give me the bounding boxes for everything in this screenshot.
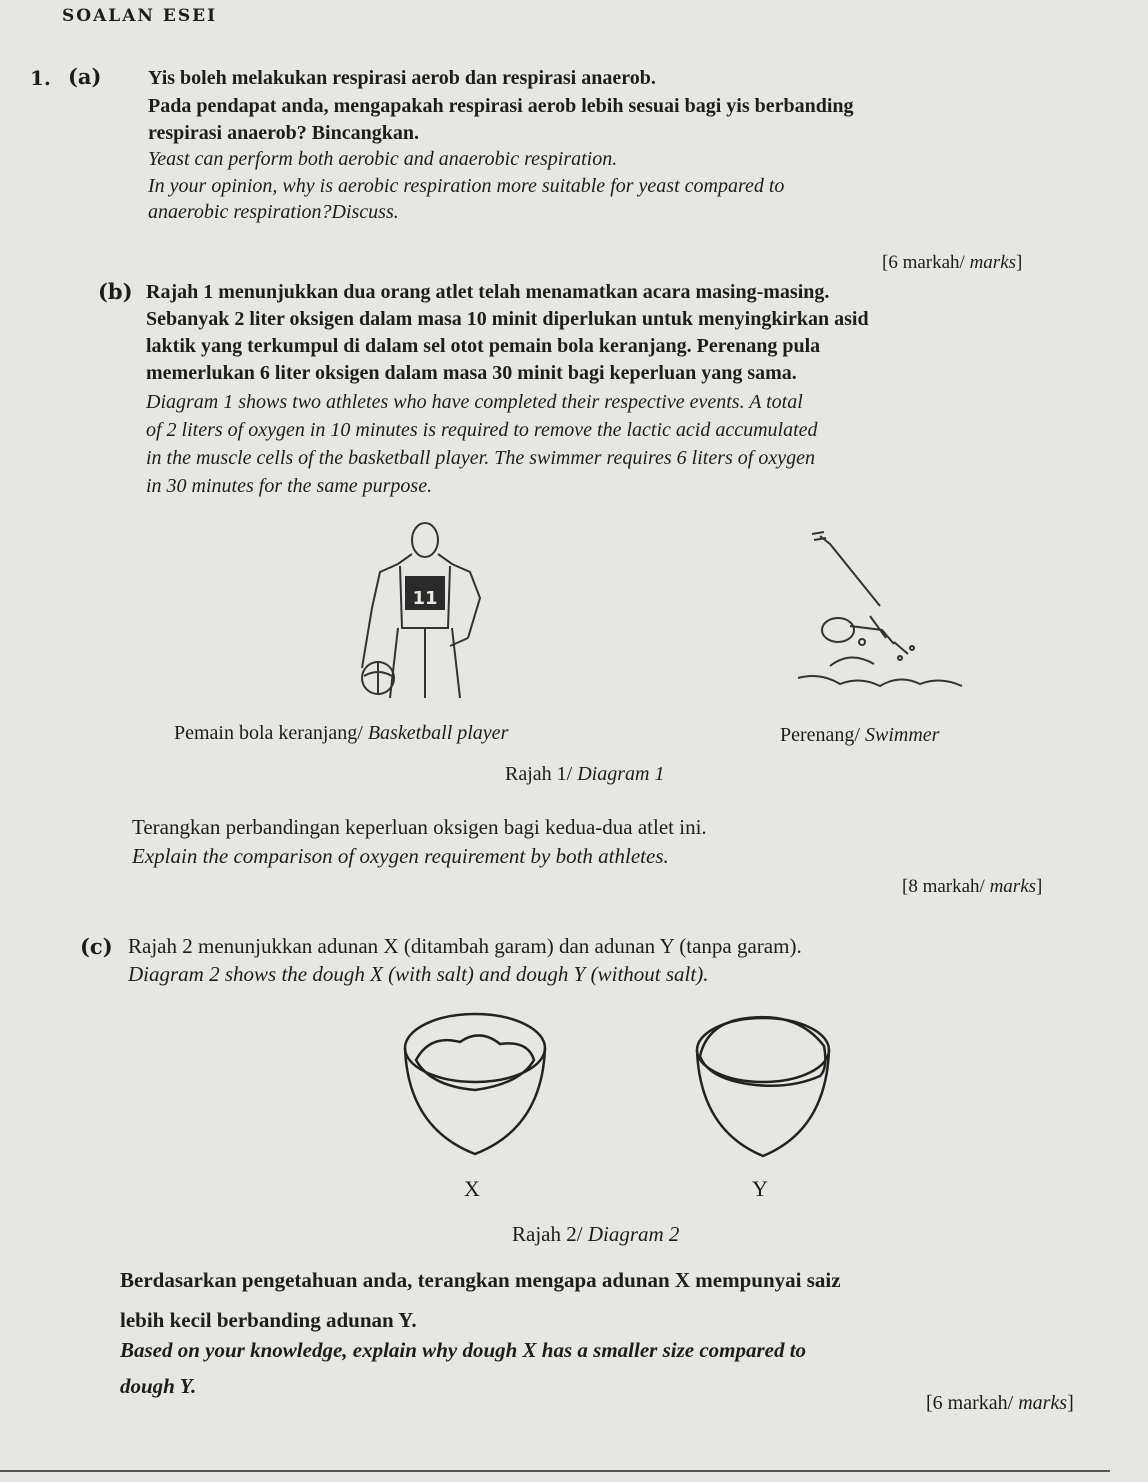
part-b-marks: [8 markah/ marks] [902, 876, 1043, 897]
section-header: SOALAN ESEI [62, 6, 218, 26]
part-b-question-ms: Terangkan perbandingan keperluan oksigen bagi kedua-dua atlet ini. [132, 815, 707, 839]
part-b-label: (b) [98, 279, 133, 304]
part-a-label: (a) [68, 64, 102, 89]
part-a-ms-line3: respirasi anaerob? Bincangkan. [148, 122, 419, 144]
caption-basketball-player: Pemain bola keranjang/ Basketball player [174, 722, 509, 744]
part-b-ms-line1: Rajah 1 menunjukkan dua orang atlet telah menamatkan acara masing-masing. [146, 281, 830, 303]
part-b-ms-line4: memerlukan 6 liter oksigen dalam masa 30 minit bagi keperluan yang sama. [146, 362, 797, 384]
part-b-en-line3: in the muscle cells of the basketball player. The swimmer requires 6 liters of oxygen [146, 447, 815, 469]
part-a-en-line1: Yeast can perform both aerobic and anaerobic respiration. [148, 148, 618, 170]
part-b-en-line4: in 30 minutes for the same purpose. [146, 475, 433, 497]
caption-swimmer: Perenang/ Swimmer [780, 724, 940, 746]
part-a-en-line2: In your opinion, why is aerobic respiration more suitable for yeast compared to [148, 175, 785, 197]
basketball-player-illustration [350, 518, 500, 704]
jersey-number: 11 [412, 588, 438, 609]
part-a-marks: [6 markah/ marks] [882, 252, 1023, 273]
bowl-y-illustration [688, 1010, 838, 1160]
part-c-ms-line3: lebih kecil berbanding adunan Y. [120, 1308, 417, 1332]
label-x: X [464, 1176, 480, 1201]
bowl-x-illustration [400, 1008, 550, 1158]
diagram-1-title: Rajah 1/ Diagram 1 [505, 763, 665, 785]
part-c-ms-line1: Rajah 2 menunjukkan adunan X (ditambah garam) dan adunan Y (tanpa garam). [128, 934, 802, 958]
part-b-en-line2: of 2 liters of oxygen in 10 minutes is required to remove the lactic acid accumulated [146, 419, 818, 441]
part-a-en-line3: anaerobic respiration?Discuss. [148, 201, 399, 223]
part-c-en-line3: dough Y. [120, 1374, 197, 1398]
part-b-ms-line2: Sebanyak 2 liter oksigen dalam masa 10 minit diperlukan untuk menyingkirkan asid [146, 308, 869, 330]
bottom-divider [0, 1470, 1110, 1472]
part-c-en-line1: Diagram 2 shows the dough X (with salt) and dough Y (without salt). [128, 962, 709, 986]
part-b-en-line1: Diagram 1 shows two athletes who have completed their respective events. A total [146, 391, 803, 413]
part-a-ms-line1: Yis boleh melakukan respirasi aerob dan respirasi anaerob. [148, 67, 656, 89]
part-b-ms-line3: laktik yang terkumpul di dalam sel otot pemain bola keranjang. Perenang pula [146, 335, 821, 357]
part-c-en-line2: Based on your knowledge, explain why dough X has a smaller size compared to [120, 1338, 807, 1362]
diagram-2-title: Rajah 2/ Diagram 2 [512, 1222, 680, 1246]
part-c-label: (c) [80, 934, 113, 959]
part-b-question-en: Explain the comparison of oxygen requirement by both athletes. [132, 844, 669, 868]
part-a-ms-line2: Pada pendapat anda, mengapakah respirasi aerob lebih sesuai bagi yis berbanding [148, 95, 854, 117]
part-c-ms-line2: Berdasarkan pengetahuan anda, terangkan mengapa adunan X mempunyai saiz [120, 1268, 841, 1292]
label-y: Y [752, 1176, 768, 1201]
question-number: 1. [30, 66, 51, 90]
part-c-marks: [6 markah/ marks] [926, 1392, 1074, 1414]
swimmer-illustration [790, 526, 970, 716]
